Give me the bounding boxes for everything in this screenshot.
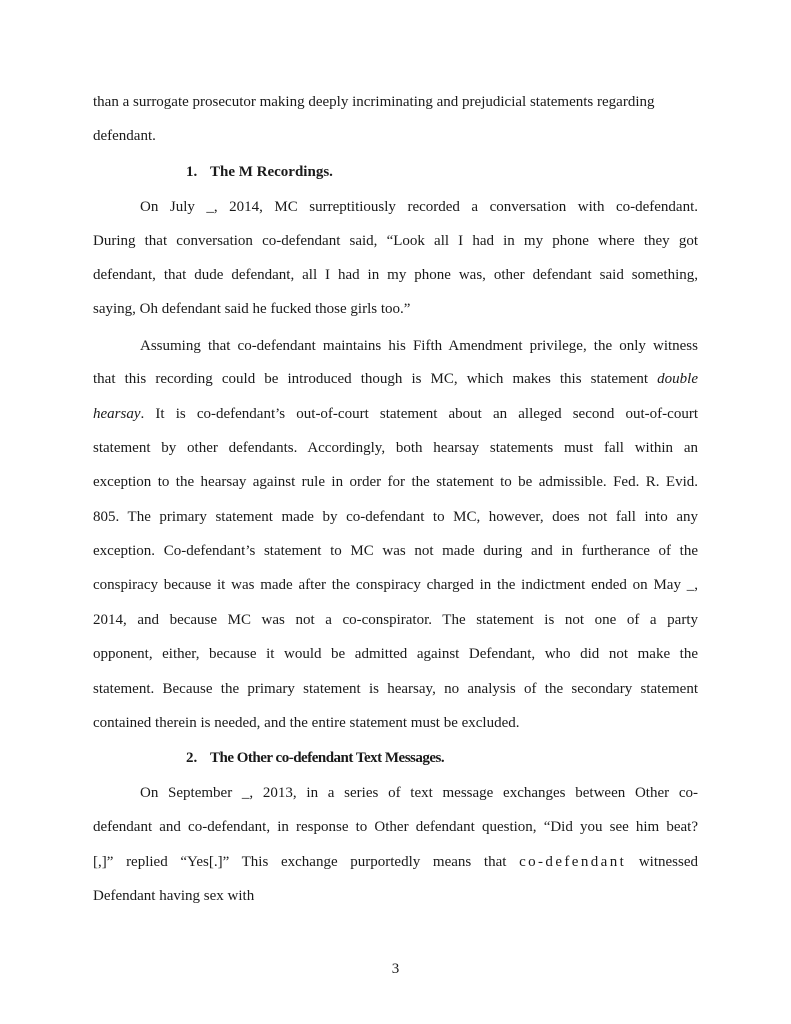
section-number: 2. [186, 750, 198, 766]
paragraph-line: conspiracy because it was made after the conspiracy charged in the indictment ended on May _, [93, 577, 698, 593]
spaced-text: co-defendant [519, 854, 627, 870]
paragraph-line [93, 853, 698, 871]
paragraph-line: Assuming that co-defendant maintains his Fifth Amendment privilege, the only witness [140, 338, 698, 354]
section-title: The M Recordings. [210, 164, 333, 180]
paragraph-line: statement. Because the primary statement is hearsay, no analysis of the secondary statement [93, 681, 698, 697]
paragraph-line: Defendant having sex with [93, 888, 255, 904]
paragraph-line: defendant, that dude defendant, all I had in my phone was, other defendant said something, [93, 267, 698, 283]
section-heading-1 [186, 163, 333, 181]
paragraph-line: statement by other defendants. Accordingly, both hearsay statements must fall within an [93, 440, 698, 456]
paragraph-line: On July _, 2014, MC surreptitiously recorded a conversation with co-defendant. [140, 199, 698, 215]
text-run: that this recording could be introduced though is MC, which makes this statement [93, 371, 658, 387]
paragraph-line [93, 370, 698, 388]
paragraph-line: During that conversation co-defendant said, “Look all I had in my phone where they got [93, 233, 698, 249]
intro-line: defendant. [93, 128, 156, 144]
paragraph-line: 805. The primary statement made by co-defendant to MC, however, does not fall into any [93, 509, 698, 525]
page-number: 3 [391, 961, 400, 977]
paragraph-line: saying, Oh defendant said he fucked those girls too.” [93, 301, 411, 317]
italic-text: hearsay [93, 406, 141, 422]
section-number: 1. [186, 164, 198, 180]
paragraph-line: exception to the hearsay against rule in order for the statement to be admissible. Fed. R. Evid. [93, 474, 698, 490]
italic-text: double [657, 371, 698, 387]
text-run: . It is co-defendant’s out-of-court statement about an alleged second out-of-court [140, 406, 698, 422]
section-heading-2 [186, 749, 444, 767]
paragraph-line: On September _, 2013, in a series of text message exchanges between Other co- [140, 785, 698, 801]
paragraph-line: opponent, either, because it would be admitted against Defendant, who did not make the [93, 646, 698, 662]
text-run: [,]” replied “Yes[.]” This exchange purportedly means that [93, 854, 520, 870]
paragraph-line: contained therein is needed, and the entire statement must be excluded. [93, 715, 520, 731]
section-title: The Other co-defendant Text Messages. [210, 750, 445, 766]
paragraph-line: 2014, and because MC was not a co-conspirator. The statement is not one of a party [93, 612, 698, 628]
paragraph-line [93, 405, 698, 423]
paragraph-line: exception. Co-defendant’s statement to MC was not made during and in furtherance of the [93, 543, 698, 559]
intro-line: than a surrogate prosecutor making deeply incriminating and prejudicial statements regarding [93, 94, 655, 110]
paragraph-line: defendant and co-defendant, in response to Other defendant question, “Did you see him beat? [93, 819, 698, 835]
text-run: witnessed [626, 854, 698, 870]
